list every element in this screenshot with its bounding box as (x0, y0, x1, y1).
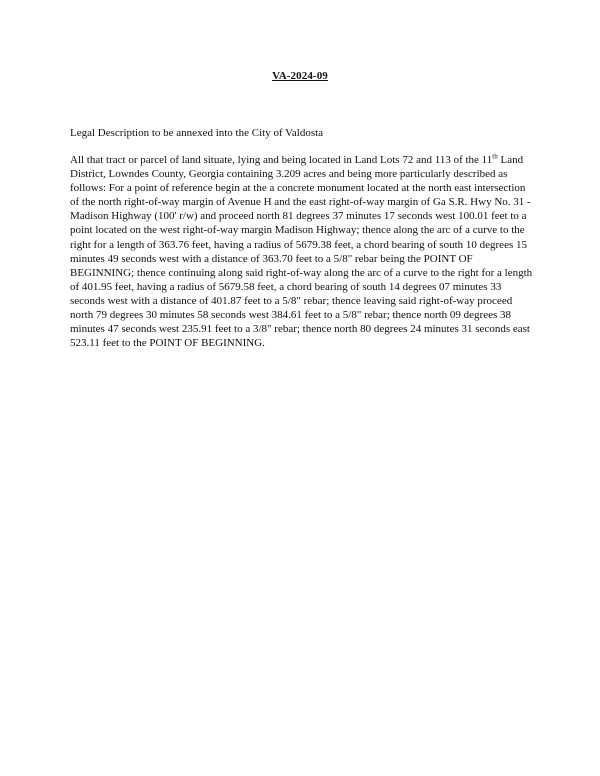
paragraph-text-part2: Land District, Lowndes County, Georgia containing 3.209 acres and being more particularly described as follows: For a point of reference begin at the a concrete monument located at the north east intersection of the north right-of-way margin of Avenue H and the east right-of-way margin of Ga S.R. Hwy No. 31 - Madison Highway (100' r/w) and proceed north 81 degrees 37 minutes 17 seconds west 100.01 feet to a point located on the west right-of-way margin Madison Highway; thence along the arc of a curve to the right for a length of 363.76 feet, having a radius of 5679.38 feet, a chord bearing of south 10 degrees 15 minutes 49 seconds west with a distance of 363.70 feet to a 5/8" rebar being the POINT OF BEGINNING; thence continuing along said right-of-way along the arc of a curve to the right for a length of 401.95 feet, having a radius of 5679.58 feet, a chord bearing of south 14 degrees 07 minutes 33 seconds west with a distance of 401.87 feet to a 5/8" rebar; thence leaving said right-of-way proceed north 79 degrees 30 minutes 58 seconds west 384.61 feet to a 5/8" rebar; thence north 09 degrees 38 minutes 47 seconds west 235.91 feet to a 3/8" rebar; thence north 80 degrees 24 minutes 31 seconds east 523.11 feet to the POINT OF BEGINNING. (70, 154, 533, 350)
legal-description-paragraph (70, 153, 533, 350)
ordinal-superscript: th (492, 152, 498, 161)
document-heading: Legal Description to be annexed into the City of Valdosta (70, 127, 324, 139)
document-title: VA-2024-09 (272, 70, 328, 82)
paragraph-text-part1: All that tract or parcel of land situate, lying and being located in Land Lots 72 and 113 of the 11 (70, 154, 493, 166)
